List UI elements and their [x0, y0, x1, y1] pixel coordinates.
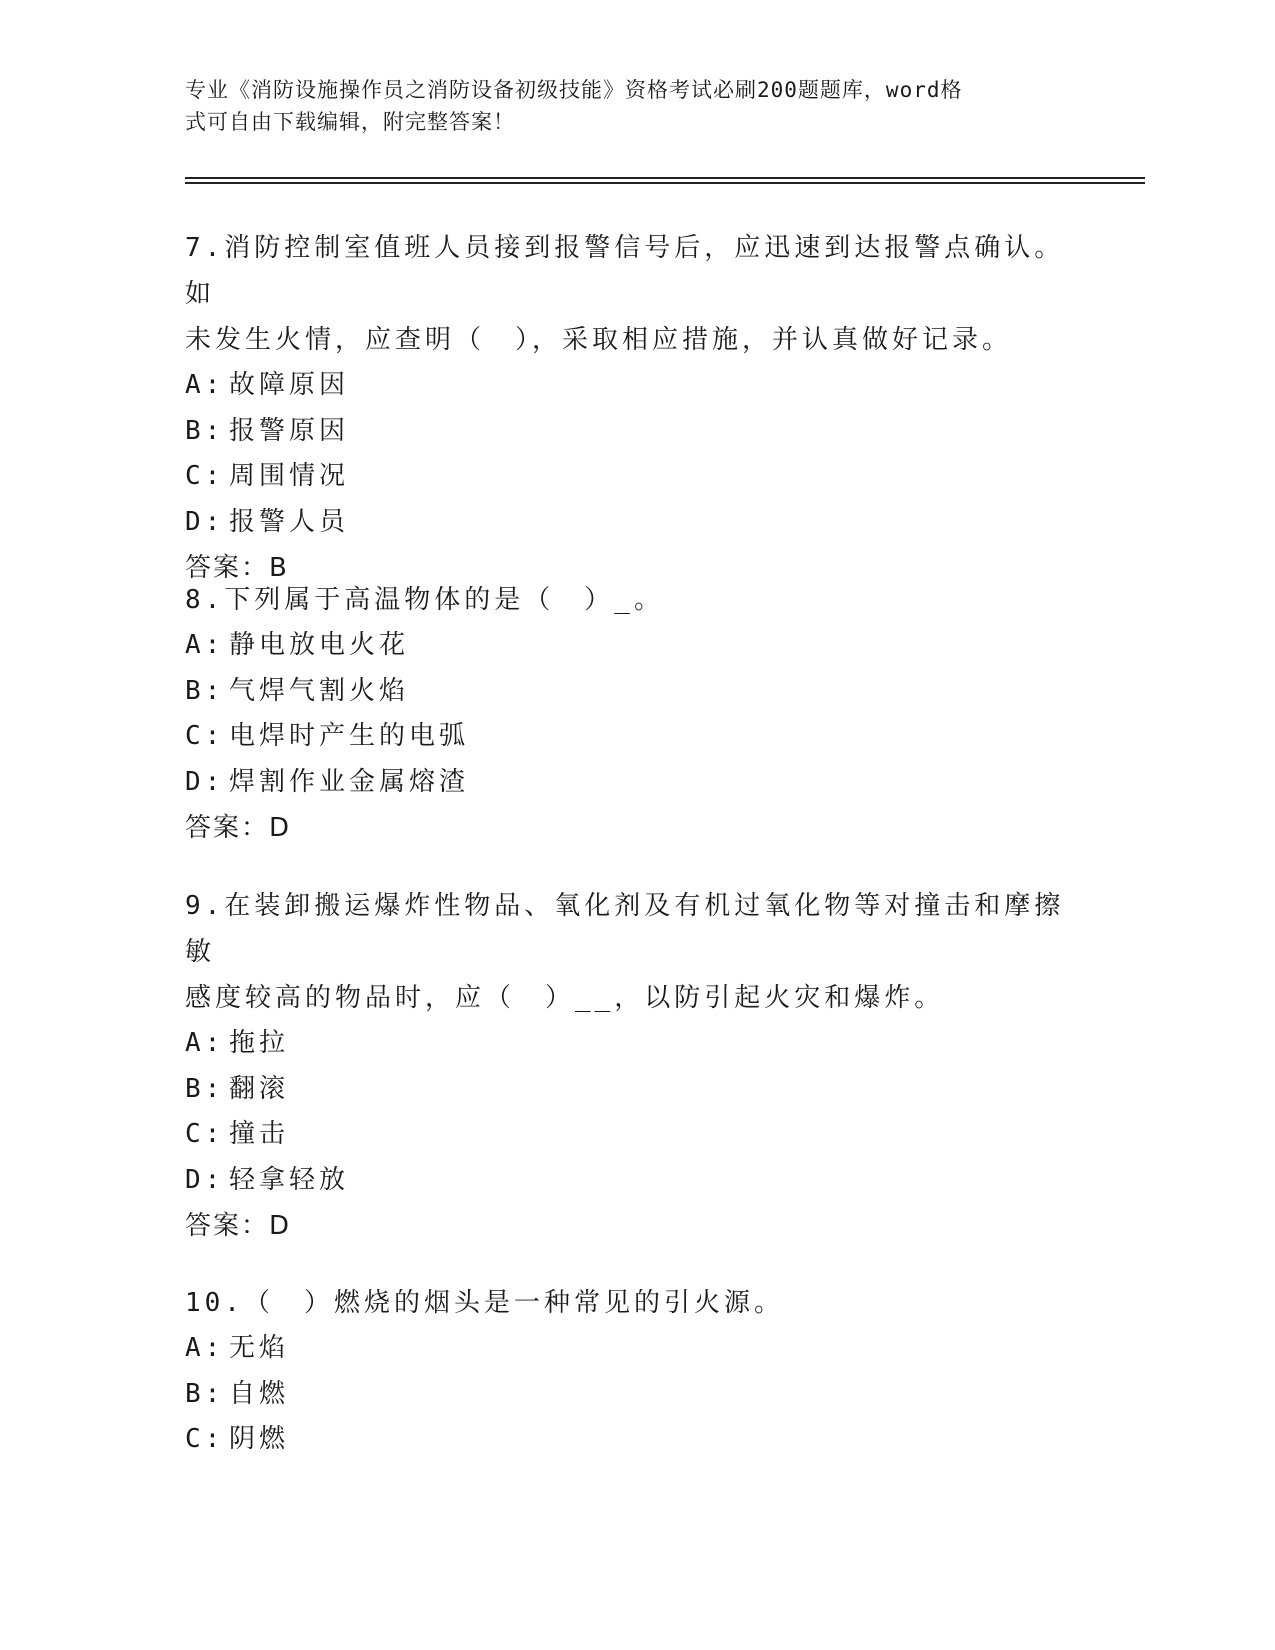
option-text: 无焰 — [229, 1333, 290, 1363]
option-c — [185, 1112, 1065, 1158]
option-text: 电焊时产生的电弧 — [229, 721, 470, 751]
question-10 — [185, 1280, 1065, 1463]
option-letter: D: — [185, 766, 225, 797]
option-letter: C: — [185, 1424, 225, 1454]
option-a — [185, 1326, 1065, 1372]
option-a — [185, 623, 1065, 669]
option-b — [185, 1067, 1065, 1113]
option-text: 报警人员 — [229, 506, 350, 537]
option-letter: A: — [185, 370, 225, 400]
option-text: 故障原因 — [229, 370, 350, 400]
option-text: 静电放电火花 — [229, 630, 410, 660]
option-a — [185, 1021, 1065, 1067]
option-letter: C: — [185, 461, 225, 491]
header-line-1: 专业《消防设施操作员之消防设备初级技能》资格考试必刷200题题库，word格 — [185, 78, 963, 102]
option-text: 周围情况 — [229, 461, 350, 491]
option-letter: B: — [185, 1378, 225, 1409]
option-letter: A: — [185, 630, 225, 660]
option-text: 阴燃 — [229, 1424, 290, 1454]
answer-line: 答案：D — [185, 1211, 292, 1241]
option-b — [185, 669, 1065, 715]
option-d — [185, 760, 1065, 806]
option-c — [185, 1417, 1065, 1463]
option-letter: D: — [185, 1164, 225, 1195]
option-letter: C: — [185, 1119, 225, 1149]
option-text: 拖拉 — [229, 1028, 290, 1058]
option-d — [185, 1158, 1065, 1204]
header-line-2: 式可自由下载编辑，附完整答案！ — [185, 110, 515, 134]
option-text: 焊割作业金属熔渣 — [229, 766, 470, 797]
option-letter: B: — [185, 415, 225, 446]
question-text: 未发生火情，应查明（ ），采取相应措施，并认真做好记录。 — [185, 325, 1013, 355]
question-text: 9.在装卸搬运爆炸性物品、氧化剂及有机过氧化物等对撞击和摩擦敏 — [185, 891, 1065, 967]
option-text: 气焊气割火焰 — [229, 675, 410, 706]
option-letter: B: — [185, 675, 225, 706]
header-rule-top — [185, 177, 1145, 179]
question-text: 8.下列属于高温物体的是（ ）_。 — [185, 585, 664, 615]
document-header — [185, 74, 1065, 138]
option-letter: D: — [185, 506, 225, 537]
answer-line: 答案：B — [185, 553, 289, 583]
option-d — [185, 500, 1065, 546]
header-rule-bottom — [185, 182, 1145, 184]
option-c — [185, 454, 1065, 500]
question-9 — [185, 883, 1065, 1249]
question-text: 7.消防控制室值班人员接到报警信号后，应迅速到达报警点确认。如 — [185, 233, 1065, 309]
option-letter: B: — [185, 1073, 225, 1104]
option-text: 翻滚 — [229, 1073, 290, 1104]
question-text: 10.（ ）燃烧的烟头是一种常见的引火源。 — [185, 1288, 784, 1318]
option-text: 报警原因 — [229, 415, 350, 446]
option-letter: A: — [185, 1333, 225, 1363]
question-7 — [185, 225, 1065, 591]
option-b — [185, 1372, 1065, 1418]
question-8 — [185, 577, 1065, 851]
option-letter: C: — [185, 721, 225, 751]
answer-line: 答案：D — [185, 813, 292, 843]
option-letter: A: — [185, 1028, 225, 1058]
option-b — [185, 409, 1065, 455]
question-text: 感度较高的物品时，应（ ）__，以防引起火灾和爆炸。 — [185, 983, 945, 1013]
option-text: 轻拿轻放 — [229, 1164, 350, 1195]
option-text: 自燃 — [229, 1378, 290, 1409]
option-c — [185, 714, 1065, 760]
option-text: 撞击 — [229, 1119, 290, 1149]
option-a — [185, 363, 1065, 409]
